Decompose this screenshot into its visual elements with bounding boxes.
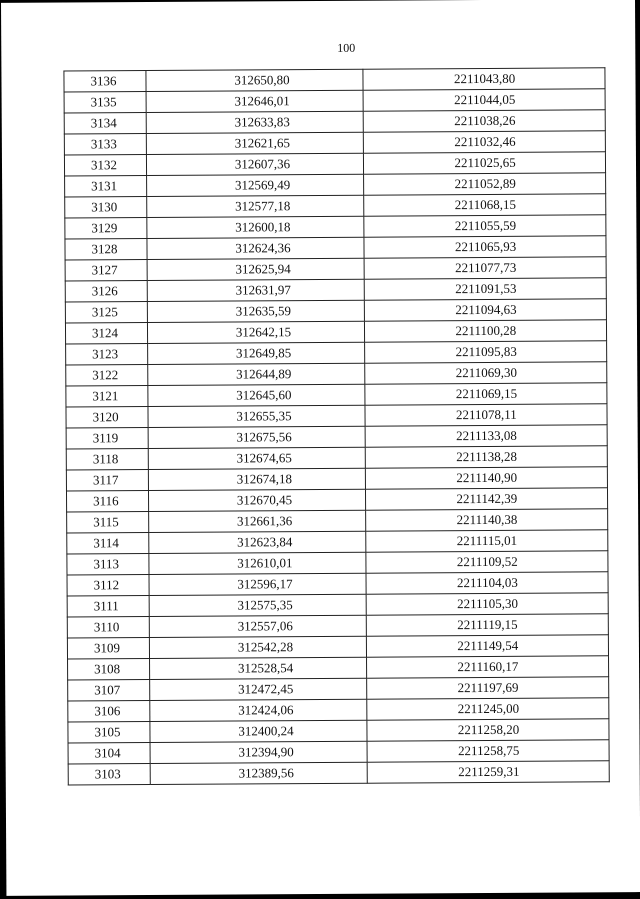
point-number-cell: 3107 — [68, 680, 150, 701]
x-coordinate-cell: 312655,35 — [148, 405, 366, 427]
y-coordinate-cell: 2211115,01 — [366, 530, 608, 552]
point-number-cell: 3106 — [68, 701, 150, 722]
y-coordinate-cell: 2211055,59 — [364, 215, 606, 237]
point-number-cell: 3119 — [66, 428, 148, 449]
point-number-cell: 3104 — [68, 743, 150, 764]
y-coordinate-cell: 2211197,69 — [367, 677, 609, 699]
x-coordinate-cell: 312557,06 — [149, 615, 367, 637]
x-coordinate-cell: 312394,90 — [150, 741, 368, 763]
point-number-cell: 3118 — [66, 449, 148, 470]
x-coordinate-cell: 312649,85 — [147, 342, 365, 364]
y-coordinate-cell: 2211078,11 — [365, 404, 607, 426]
x-coordinate-cell: 312400,24 — [150, 720, 368, 742]
x-coordinate-cell: 312607,36 — [146, 153, 364, 175]
y-coordinate-cell: 2211025,65 — [364, 152, 606, 174]
point-number-cell: 3111 — [67, 596, 149, 617]
x-coordinate-cell: 312596,17 — [149, 573, 367, 595]
point-number-cell: 3129 — [65, 218, 147, 239]
y-coordinate-cell: 2211142,39 — [366, 488, 608, 510]
y-coordinate-cell: 2211094,63 — [365, 299, 607, 321]
x-coordinate-cell: 312631,97 — [147, 279, 365, 301]
point-number-cell: 3114 — [67, 533, 149, 554]
x-coordinate-cell: 312645,60 — [148, 384, 366, 406]
y-coordinate-cell: 2211095,83 — [365, 341, 607, 363]
y-coordinate-cell: 2211069,15 — [365, 383, 607, 405]
point-number-cell: 3135 — [64, 92, 146, 113]
y-coordinate-cell: 2211100,28 — [365, 320, 607, 342]
x-coordinate-cell: 312646,01 — [146, 90, 364, 112]
x-coordinate-cell: 312575,35 — [149, 594, 367, 616]
x-coordinate-cell: 312621,65 — [146, 132, 364, 154]
point-number-cell: 3105 — [68, 722, 150, 743]
y-coordinate-cell: 2211140,38 — [366, 509, 608, 531]
y-coordinate-cell: 2211091,53 — [365, 278, 607, 300]
point-number-cell: 3131 — [65, 176, 147, 197]
y-coordinate-cell: 2211052,89 — [364, 173, 606, 195]
y-coordinate-cell: 2211140,90 — [366, 467, 608, 489]
y-coordinate-cell: 2211133,08 — [366, 425, 608, 447]
y-coordinate-cell: 2211077,73 — [365, 257, 607, 279]
coordinates-table — [63, 67, 609, 785]
point-number-cell: 3109 — [67, 638, 149, 659]
point-number-cell: 3115 — [67, 512, 149, 533]
point-number-cell: 3128 — [65, 239, 147, 260]
x-coordinate-cell: 312635,59 — [147, 300, 365, 322]
y-coordinate-cell: 2211149,54 — [367, 635, 609, 657]
y-coordinate-cell: 2211105,30 — [367, 593, 609, 615]
point-number-cell: 3127 — [65, 260, 147, 281]
y-coordinate-cell: 2211065,93 — [364, 236, 606, 258]
x-coordinate-cell: 312528,54 — [149, 657, 367, 679]
x-coordinate-cell: 312389,56 — [150, 762, 368, 784]
x-coordinate-cell: 312670,45 — [148, 489, 366, 511]
y-coordinate-cell: 2211038,26 — [364, 110, 606, 132]
point-number-cell: 3123 — [66, 344, 148, 365]
point-number-cell: 3132 — [64, 155, 146, 176]
y-coordinate-cell: 2211032,46 — [364, 131, 606, 153]
x-coordinate-cell: 312542,28 — [149, 636, 367, 658]
point-number-cell: 3125 — [65, 302, 147, 323]
x-coordinate-cell: 312610,01 — [149, 552, 367, 574]
y-coordinate-cell: 2211109,52 — [366, 551, 608, 573]
point-number-cell: 3121 — [66, 386, 148, 407]
point-number-cell: 3117 — [66, 470, 148, 491]
y-coordinate-cell: 2211258,20 — [367, 719, 609, 741]
y-coordinate-cell: 2211069,30 — [365, 362, 607, 384]
y-coordinate-cell: 2211245,00 — [367, 698, 609, 720]
x-coordinate-cell: 312472,45 — [149, 678, 367, 700]
x-coordinate-cell: 312674,18 — [148, 468, 366, 490]
y-coordinate-cell: 2211043,80 — [363, 68, 605, 90]
x-coordinate-cell: 312633,83 — [146, 111, 364, 133]
point-number-cell: 3124 — [65, 323, 147, 344]
point-number-cell: 3108 — [68, 659, 150, 680]
x-coordinate-cell: 312424,06 — [150, 699, 368, 721]
y-coordinate-cell: 2211160,17 — [367, 656, 609, 678]
point-number-cell: 3126 — [65, 281, 147, 302]
point-number-cell: 3120 — [66, 407, 148, 428]
x-coordinate-cell: 312644,89 — [148, 363, 366, 385]
page-number: 100 — [337, 40, 356, 55]
x-coordinate-cell: 312600,18 — [147, 216, 365, 238]
point-number-cell: 3113 — [67, 554, 149, 575]
point-number-cell: 3110 — [67, 617, 149, 638]
x-coordinate-cell: 312624,36 — [147, 237, 365, 259]
coordinates-table-body — [64, 68, 609, 785]
y-coordinate-cell: 2211119,15 — [367, 614, 609, 636]
x-coordinate-cell: 312569,49 — [146, 174, 364, 196]
y-coordinate-cell: 2211104,03 — [366, 572, 608, 594]
table-row — [68, 761, 609, 785]
point-number-cell: 3133 — [64, 134, 146, 155]
x-coordinate-cell: 312623,84 — [149, 531, 367, 553]
point-number-cell: 3112 — [67, 575, 149, 596]
x-coordinate-cell: 312661,36 — [148, 510, 366, 532]
point-number-cell: 3136 — [64, 71, 146, 92]
point-number-cell: 3134 — [64, 113, 146, 134]
y-coordinate-cell: 2211138,28 — [366, 446, 608, 468]
y-coordinate-cell: 2211044,05 — [363, 89, 605, 111]
x-coordinate-cell: 312675,56 — [148, 426, 366, 448]
y-coordinate-cell: 2211259,31 — [368, 761, 610, 783]
x-coordinate-cell: 312625,94 — [147, 258, 365, 280]
x-coordinate-cell: 312650,80 — [146, 69, 364, 91]
x-coordinate-cell: 312642,15 — [147, 321, 365, 343]
document-page — [1, 0, 640, 896]
y-coordinate-cell: 2211258,75 — [367, 740, 609, 762]
x-coordinate-cell: 312674,65 — [148, 447, 366, 469]
y-coordinate-cell: 2211068,15 — [364, 194, 606, 216]
x-coordinate-cell: 312577,18 — [147, 195, 365, 217]
point-number-cell: 3103 — [68, 764, 150, 785]
point-number-cell: 3130 — [65, 197, 147, 218]
point-number-cell: 3116 — [66, 491, 148, 512]
point-number-cell: 3122 — [66, 365, 148, 386]
